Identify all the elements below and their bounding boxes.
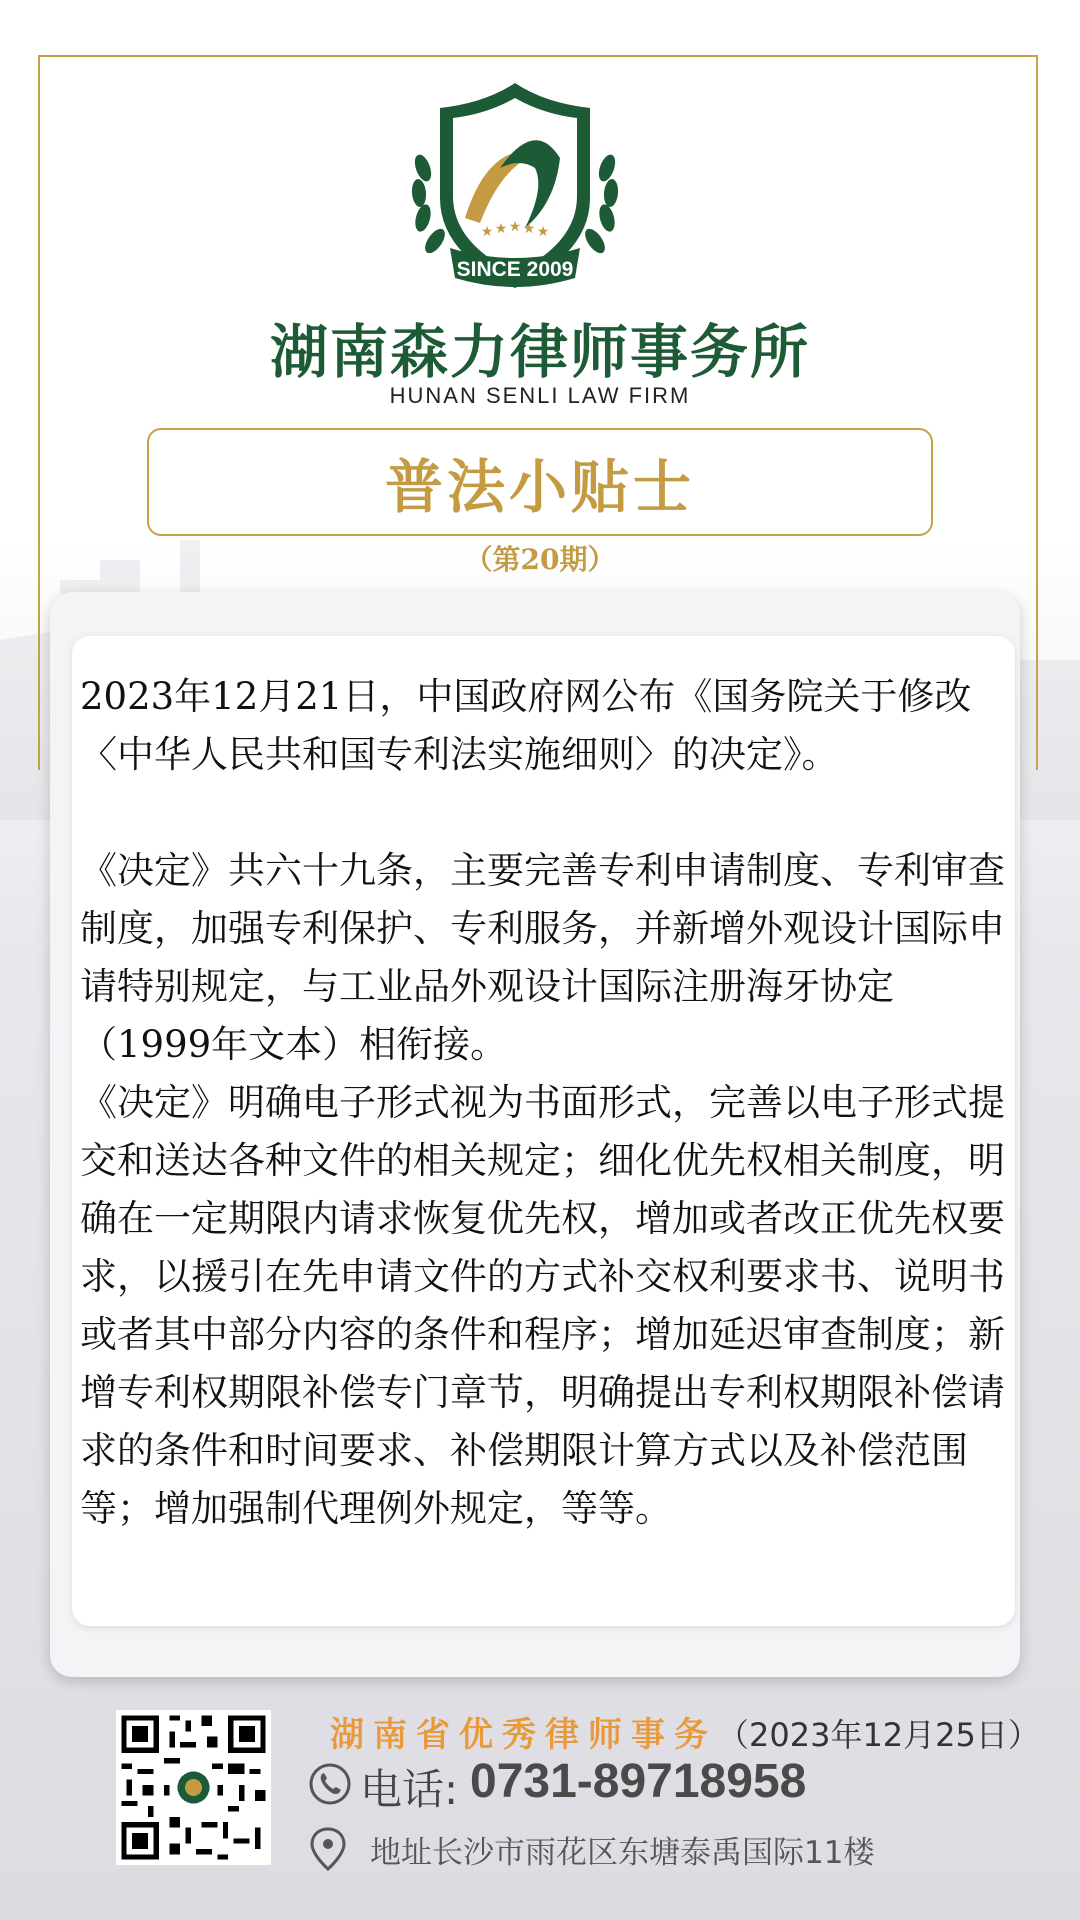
frame-top-line (38, 55, 1038, 57)
article-paragraph-1: 2023年12月21日，中国政府网公布《国务院关于修改〈中华人民共和国专利法实施细则〉的决定》。 (80, 675, 972, 776)
since-text: SINCE 2009 (456, 258, 574, 281)
firm-name-en: HUNAN SENLI LAW FIRM (389, 383, 691, 408)
page-title: 普法小贴士 (147, 428, 933, 536)
phone-number[interactable]: 0731-89718958 (470, 1755, 807, 1808)
qr-code[interactable] (116, 1710, 271, 1865)
firm-name-cn: 湖南森力律师事务所 (269, 318, 810, 386)
svg-text:★: ★ (494, 221, 508, 237)
article-paragraph-2: 《决定》共六十九条，主要完善专利申请制度、专利审查制度，加强专利保护、专利服务，并新增外观设计国际申请特别规定，与工业品外观设计国际注册海牙协定（1999年文本）相衔接。 (80, 849, 1005, 1066)
article-body (80, 668, 1005, 1538)
frame-left-line (38, 55, 40, 770)
address-text: 地址长沙市雨花区东塘泰禹国际11楼 (370, 1835, 875, 1871)
svg-text:★: ★ (522, 221, 536, 237)
svg-text:★: ★ (508, 219, 522, 235)
honor-date: （2023年12月25日） (717, 1716, 1040, 1754)
frame-right-line (1036, 55, 1038, 770)
location-pin-icon (308, 1826, 348, 1872)
firm-logo (395, 78, 635, 298)
footer-honor-line (330, 1707, 1040, 1756)
honor-text: 湖南省优秀律师事务 (330, 1715, 717, 1755)
svg-text:★: ★ (480, 224, 494, 240)
article-paragraph-3: 《决定》明确电子形式视为书面形式，完善以电子形式提交和送达各种文件的相关规定；细化优先权相关制度，明确在一定期限内请求恢复优先权，增加或者改正优先权要求，以援引在先申请文件的方式补交权利要求书、说明书或者其中部分内容的条件和程序；增加延迟审查制度；新增专利权期限补偿专门章节，明确提出专利权期限补偿请求的条件和时间要求、补偿期限计算方式以及补偿范围等；增加强制代理例外规定，等等。 (80, 1081, 1005, 1530)
svg-text:★: ★ (536, 224, 550, 240)
phone-icon (308, 1762, 352, 1806)
issue-number: （第20期） (464, 543, 616, 576)
phone-label: 电话: (360, 1765, 459, 1814)
